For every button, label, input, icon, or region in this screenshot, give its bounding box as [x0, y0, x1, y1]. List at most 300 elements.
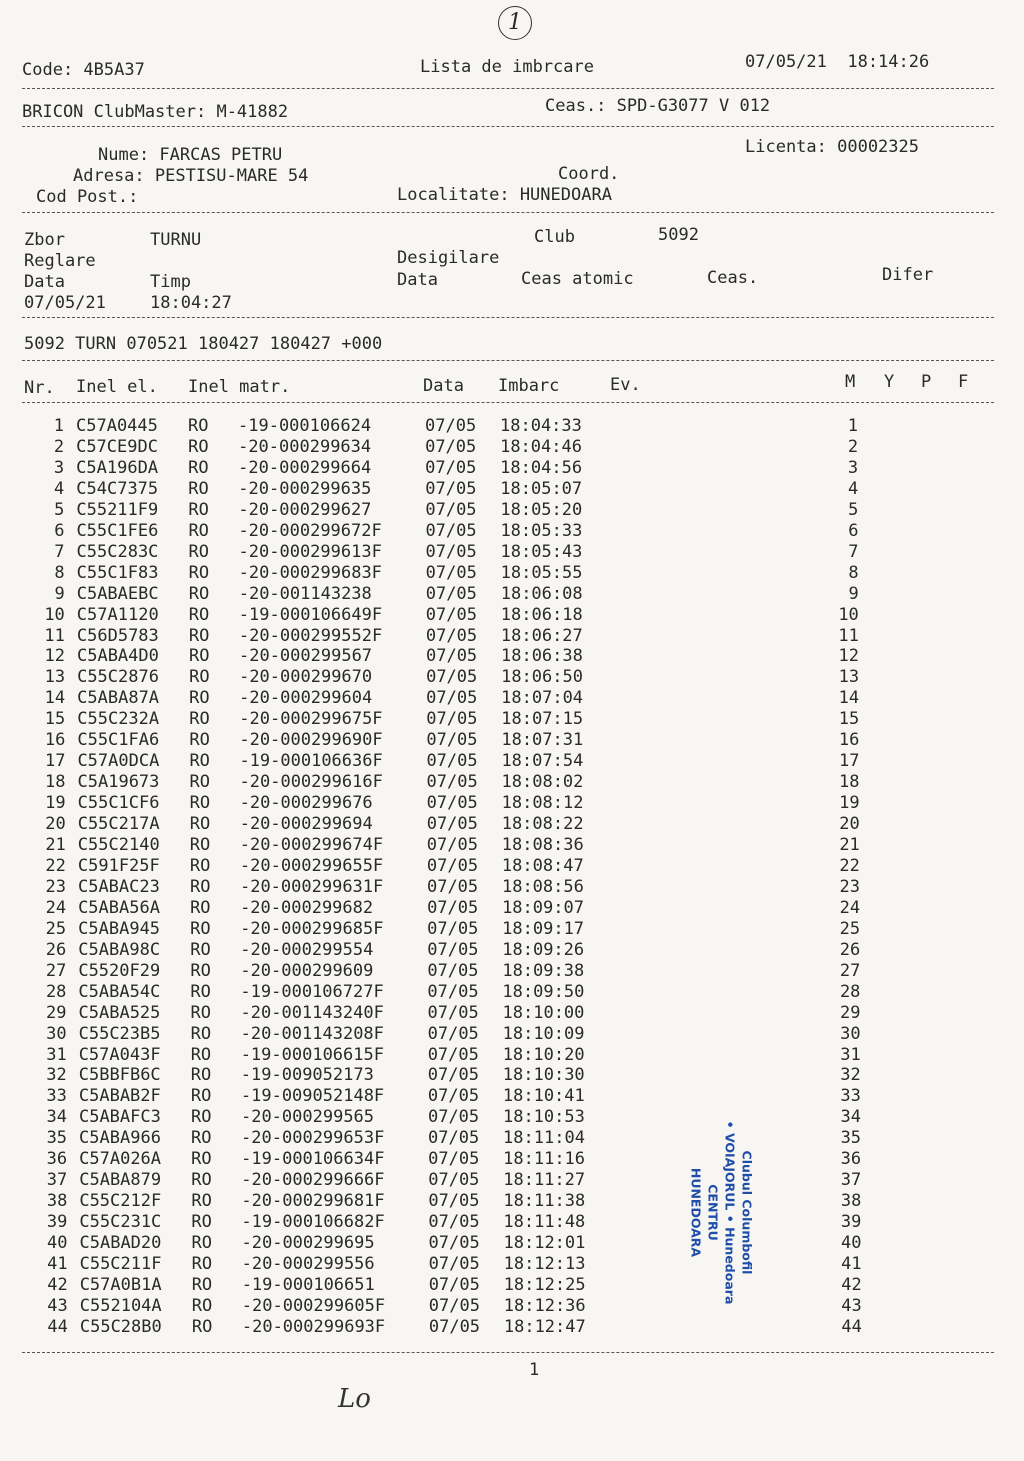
table-row — [0, 772, 1024, 793]
table-row — [0, 793, 1024, 814]
table-row — [0, 479, 1024, 500]
table-row — [0, 877, 1024, 898]
basketing-date: 07/05 — [426, 876, 479, 897]
basketing-date: 07/05 — [425, 478, 477, 499]
country-code: RO — [191, 1316, 213, 1337]
basketing-time: 18:05:33 — [500, 520, 583, 541]
ring-number: -20-000299675F — [239, 709, 383, 730]
electronic-ring: C57A0B1A — [79, 1274, 162, 1295]
electronic-ring: C591F25F — [77, 855, 160, 876]
row-number: 15 — [44, 709, 66, 730]
country-code: RO — [190, 981, 211, 1002]
basketing-date: 07/05 — [428, 1274, 480, 1295]
country-code: RO — [191, 1149, 212, 1170]
table-row — [0, 730, 1024, 751]
country-code: RO — [190, 1107, 212, 1128]
table-row — [0, 961, 1024, 982]
electronic-ring: C57A026A — [79, 1149, 162, 1170]
row-m-position: 30 — [840, 1023, 861, 1044]
electronic-ring: C57A0445 — [76, 416, 158, 436]
basketing-date: 07/05 — [425, 625, 478, 646]
table-row — [0, 835, 1024, 856]
electronic-ring: C55C232A — [77, 709, 160, 730]
country-code: RO — [188, 583, 210, 604]
row-number: 14 — [44, 688, 66, 709]
ring-number: -20-000299674F — [239, 835, 384, 855]
electronic-ring: C56D5783 — [76, 625, 159, 646]
handwritten-signature: Lo — [338, 1384, 371, 1414]
electronic-ring: C55C2876 — [77, 667, 159, 688]
row-m-position: 38 — [840, 1191, 862, 1212]
basketing-date: 07/05 — [428, 1128, 480, 1149]
date-label: Data — [24, 272, 65, 292]
column-inel-matr: Inel matr. — [188, 377, 291, 397]
row-m-position: 41 — [841, 1254, 862, 1274]
basketing-date: 07/05 — [428, 1316, 481, 1337]
ring-number: -20-000299666F — [241, 1170, 385, 1191]
electronic-ring: C55C211F — [79, 1254, 162, 1274]
basketing-time: 18:06:38 — [500, 646, 583, 667]
ring-number: -20-000299604 — [239, 688, 373, 709]
row-number: 22 — [45, 855, 66, 876]
basketing-date: 07/05 — [425, 416, 477, 436]
country-code: RO — [191, 1128, 212, 1149]
flight-label: Zbor — [24, 230, 65, 250]
basketing-date: 07/05 — [428, 1212, 480, 1233]
row-m-position: 42 — [841, 1274, 862, 1295]
basketing-time: 18:11:38 — [503, 1191, 586, 1212]
table-row — [0, 688, 1024, 709]
electronic-ring: C57CE9DC — [76, 436, 158, 457]
row-m-position: 43 — [841, 1295, 862, 1316]
basketing-time: 18:09:17 — [502, 918, 585, 939]
ring-number: -20-000299685F — [240, 918, 384, 939]
country-code: RO — [188, 499, 209, 520]
row-m-position: 33 — [840, 1086, 861, 1107]
ring-number: -20-000299693F — [241, 1316, 386, 1337]
row-m-position: 6 — [848, 520, 859, 541]
table-row — [0, 898, 1024, 919]
table-row — [0, 605, 1024, 626]
time-label: Timp — [150, 272, 191, 292]
electronic-ring: C5BBFB6C — [78, 1065, 161, 1086]
separator — [22, 212, 994, 213]
row-m-position: 12 — [838, 646, 859, 667]
ring-number: -19-000106651 — [241, 1274, 375, 1295]
table-row — [0, 458, 1024, 479]
ring-number: -20-000299676 — [239, 793, 373, 814]
row-m-position: 27 — [839, 960, 861, 981]
basketing-date: 07/05 — [427, 1107, 480, 1128]
country-code: RO — [188, 478, 209, 499]
row-m-position: 37 — [840, 1170, 862, 1191]
row-number: 43 — [47, 1295, 68, 1316]
row-number: 10 — [44, 604, 65, 625]
table-row — [0, 856, 1024, 877]
row-number: 23 — [45, 876, 66, 897]
basketing-time: 18:04:56 — [500, 457, 583, 478]
table-row — [0, 1086, 1024, 1107]
row-number: 35 — [46, 1128, 68, 1149]
table-row — [0, 584, 1024, 605]
row-m-position: 23 — [839, 876, 860, 897]
table-row — [0, 626, 1024, 647]
ring-number: -20-000299634 — [238, 436, 372, 457]
electronic-ring: C55C1CF6 — [77, 793, 160, 814]
row-m-position: 8 — [848, 562, 859, 583]
ring-number: -20-000299694 — [239, 814, 373, 835]
ring-number: -20-000299635 — [238, 478, 372, 499]
ring-number: -19-009052173 — [240, 1065, 374, 1086]
basketing-date: 07/05 — [427, 897, 479, 918]
ring-number: -20-000299556 — [241, 1254, 375, 1274]
document-title: Lista de imbrcare — [420, 57, 594, 77]
basketing-date: 07/05 — [427, 1086, 480, 1107]
basketing-date: 07/05 — [428, 1149, 480, 1170]
table-row — [0, 500, 1024, 521]
row-number: 29 — [46, 1002, 67, 1023]
handwritten-page-mark-text: 1 — [508, 10, 522, 35]
basketing-date: 07/05 — [425, 541, 477, 562]
country-code: RO — [188, 562, 210, 583]
basketing-time: 18:11:04 — [503, 1128, 585, 1149]
electronic-ring: C55C231C — [79, 1212, 162, 1233]
basketing-date: 07/05 — [425, 604, 477, 625]
electronic-ring: C55C28B0 — [79, 1316, 162, 1337]
ring-number: -20-000299605F — [241, 1295, 386, 1316]
row-m-position: 21 — [839, 835, 860, 855]
row-number: 9 — [54, 583, 65, 604]
ring-number: -20-000299552F — [238, 625, 383, 646]
ring-number: -20-000299631F — [239, 876, 384, 897]
basketing-time: 18:09:50 — [502, 981, 585, 1002]
basketing-time: 18:04:46 — [500, 436, 582, 457]
country-code: RO — [190, 918, 211, 939]
row-m-position: 10 — [838, 604, 859, 625]
row-number: 4 — [54, 478, 65, 499]
basketing-time: 18:10:09 — [502, 1023, 585, 1044]
print-datetime: 07/05/21 18:14:26 — [745, 52, 930, 72]
country-code: RO — [188, 457, 209, 478]
row-m-position: 2 — [847, 436, 859, 457]
basketing-date: 07/05 — [428, 1295, 480, 1316]
basketing-date: 07/05 — [425, 499, 477, 520]
row-m-position: 40 — [841, 1233, 862, 1254]
table-row — [0, 814, 1024, 835]
basketing-date: 07/05 — [428, 1191, 480, 1212]
row-m-position: 16 — [838, 730, 860, 751]
ring-number: -20-000299616F — [239, 772, 383, 793]
basketing-date: 07/05 — [426, 855, 479, 876]
country-code: RO — [191, 1274, 213, 1295]
table-row — [0, 437, 1024, 458]
basketing-time: 18:08:36 — [501, 835, 584, 855]
electronic-ring: C5ABA54C — [78, 981, 161, 1002]
row-m-position: 32 — [840, 1065, 861, 1086]
column-f: F — [958, 372, 969, 392]
row-number: 27 — [45, 960, 67, 981]
basketing-time: 18:07:54 — [501, 751, 584, 772]
basketing-time: 18:05:07 — [500, 478, 583, 499]
ring-number: -20-001143240F — [240, 1002, 384, 1023]
row-number: 44 — [47, 1316, 68, 1337]
column-imbarc: Imbarc — [498, 376, 560, 396]
country-code: RO — [188, 625, 210, 646]
row-m-position: 25 — [839, 918, 861, 939]
table-row — [0, 1233, 1024, 1254]
table-row — [0, 1149, 1024, 1170]
basketing-time: 18:12:01 — [503, 1233, 586, 1254]
row-number: 11 — [44, 625, 65, 646]
ring-number: -19-000106615F — [240, 1044, 384, 1065]
country-code: RO — [191, 1233, 212, 1254]
row-number: 3 — [53, 457, 65, 478]
row-number: 16 — [44, 730, 66, 751]
basketing-date: 07/05 — [428, 1170, 480, 1191]
electronic-ring: C55C2140 — [77, 835, 160, 855]
basketing-time: 18:08:02 — [501, 772, 584, 793]
basketing-date: 07/05 — [426, 667, 478, 688]
row-number: 42 — [47, 1274, 68, 1295]
country-code: RO — [190, 1086, 212, 1107]
country-code: RO — [189, 814, 211, 835]
row-m-position: 26 — [839, 939, 861, 960]
basketing-time: 18:09:38 — [502, 960, 585, 981]
basketing-date: 07/05 — [425, 562, 477, 583]
row-number: 13 — [44, 667, 66, 688]
country-code: RO — [191, 1191, 212, 1212]
basketing-time: 18:10:30 — [502, 1065, 585, 1086]
row-m-position: 35 — [840, 1128, 862, 1149]
electronic-ring: C55211F9 — [76, 499, 159, 520]
electronic-ring: C5A196DA — [76, 457, 159, 478]
separator — [22, 1352, 994, 1353]
country-code: RO — [188, 646, 210, 667]
electronic-ring: C54C7375 — [76, 478, 159, 499]
row-m-position: 34 — [840, 1107, 861, 1128]
ring-number: -19-000106649F — [238, 604, 383, 625]
row-number: 37 — [46, 1170, 68, 1191]
basketing-time: 18:08:47 — [501, 855, 584, 876]
table-row — [0, 1191, 1024, 1212]
electronic-ring: C55C217A — [77, 814, 160, 835]
electronic-ring: C5ABAEBC — [76, 583, 159, 604]
row-number: 25 — [45, 918, 67, 939]
separator — [22, 88, 994, 89]
row-number: 38 — [46, 1191, 68, 1212]
table-row — [0, 1296, 1024, 1317]
flight-summary: 5092 TURN 070521 180427 180427 +000 — [24, 334, 383, 354]
row-m-position: 11 — [838, 625, 859, 646]
country-code: RO — [188, 520, 209, 541]
row-m-position: 19 — [839, 793, 860, 814]
electronic-ring: C5ABA56A — [78, 897, 160, 918]
ring-number: -20-000299567 — [238, 646, 373, 667]
table-row — [0, 667, 1024, 688]
electronic-ring: C55C212F — [79, 1191, 162, 1212]
ring-number: -20-000299627 — [238, 499, 372, 520]
row-m-position: 4 — [848, 478, 859, 499]
electronic-ring: C5520F29 — [78, 960, 161, 981]
row-m-position: 24 — [839, 897, 861, 918]
row-number: 40 — [47, 1233, 68, 1254]
page-number: 1 — [529, 1360, 540, 1380]
basketing-date: 07/05 — [427, 918, 479, 939]
row-number: 39 — [46, 1212, 68, 1233]
electronic-ring: C55C23B5 — [78, 1023, 161, 1044]
basketing-time: 18:10:41 — [502, 1086, 585, 1107]
ring-number: -19-000106624 — [238, 416, 372, 436]
electronic-ring: C57A0DCA — [77, 751, 160, 772]
basketing-date: 07/05 — [428, 1233, 480, 1254]
basketing-time: 18:11:16 — [503, 1149, 586, 1170]
ring-number: -20-000299609 — [240, 960, 374, 981]
ring-number: -20-000299613F — [238, 541, 382, 562]
row-number: 30 — [46, 1023, 67, 1044]
ring-number: -19-000106727F — [240, 981, 384, 1002]
table-row — [0, 709, 1024, 730]
basketing-time: 18:08:22 — [501, 814, 584, 835]
column-data: Data — [423, 376, 464, 396]
row-m-position: 22 — [839, 855, 860, 876]
setting-label: Reglare — [24, 251, 96, 271]
country-code: RO — [190, 1044, 212, 1065]
basketing-time: 18:12:25 — [503, 1274, 586, 1295]
flight-name: TURNU — [150, 230, 202, 250]
electronic-ring: C5A19673 — [77, 772, 160, 793]
ring-number: -20-000299681F — [241, 1191, 385, 1212]
postal-code-label: Cod Post.: — [36, 187, 139, 207]
handwritten-page-mark — [498, 6, 532, 40]
row-number: 19 — [45, 793, 66, 814]
basketing-time: 18:07:15 — [501, 709, 584, 730]
electronic-ring: C5ABA4D0 — [76, 646, 159, 667]
basketing-time: 18:06:18 — [500, 604, 583, 625]
basketing-date: 07/05 — [427, 939, 479, 960]
separator — [22, 317, 994, 318]
table-row — [0, 1128, 1024, 1149]
basketing-date: 07/05 — [425, 436, 477, 457]
row-number: 21 — [45, 835, 66, 855]
basketing-date: 07/05 — [427, 981, 479, 1002]
club-stamp — [606, 1120, 791, 1305]
country-code: RO — [189, 772, 210, 793]
basketing-time: 18:07:31 — [501, 730, 584, 751]
country-code: RO — [188, 541, 210, 562]
electronic-ring: C5ABA966 — [79, 1128, 161, 1149]
ring-number: -19-000106682F — [241, 1212, 385, 1233]
row-m-position: 31 — [840, 1044, 861, 1065]
basketing-date: 07/05 — [426, 688, 478, 709]
column-ev: Ev. — [610, 375, 641, 395]
country-code: RO — [189, 876, 211, 897]
ring-number: -20-000299695 — [241, 1233, 375, 1254]
ring-number: -20-000299664 — [238, 457, 372, 478]
electronic-ring: C5ABA879 — [79, 1170, 162, 1191]
electronic-ring: C55C1FA6 — [77, 730, 160, 751]
country-code: RO — [190, 1002, 211, 1023]
basketing-time: 18:07:04 — [501, 688, 584, 709]
atomic-clock-label: Ceas atomic — [521, 269, 634, 289]
column-nr: Nr. — [24, 378, 55, 398]
row-m-position: 36 — [840, 1149, 862, 1170]
locality-label: Localitate: HUNEDOARA — [397, 185, 612, 205]
row-m-position: 39 — [840, 1212, 862, 1233]
row-m-position: 18 — [839, 772, 860, 793]
separator — [22, 126, 994, 127]
basketing-date: 07/05 — [427, 1065, 479, 1086]
electronic-ring: C5ABA87A — [77, 688, 160, 709]
row-number: 36 — [46, 1149, 68, 1170]
basketing-date: 07/05 — [426, 751, 478, 772]
table-row — [0, 1254, 1024, 1275]
table-row — [0, 1170, 1024, 1191]
basketing-time: 18:05:55 — [500, 562, 583, 583]
electronic-ring: C57A1120 — [76, 604, 159, 625]
basketing-time: 18:12:47 — [503, 1316, 586, 1337]
owner-name: Nume: FARCAS PETRU — [98, 145, 283, 165]
row-number: 6 — [54, 520, 65, 541]
row-number: 33 — [46, 1086, 67, 1107]
row-m-position: 29 — [840, 1002, 861, 1023]
country-code: RO — [191, 1212, 212, 1233]
code-label: Code: 4B5A37 — [22, 60, 145, 80]
table-row — [0, 1317, 1024, 1338]
electronic-ring: C55C1FE6 — [76, 520, 159, 541]
basketing-time: 18:05:43 — [500, 541, 583, 562]
separator — [22, 360, 994, 361]
ring-number: -20-000299690F — [239, 730, 383, 751]
table-row — [0, 1045, 1024, 1066]
basketing-date: 07/05 — [427, 1002, 479, 1023]
clock-label: Ceas.: SPD-G3077 V 012 — [545, 96, 771, 116]
electronic-ring: C5ABAD20 — [79, 1233, 162, 1254]
basketing-time: 18:06:08 — [500, 583, 583, 604]
basketing-date: 07/05 — [427, 1044, 479, 1065]
unsealing-date-label: Data — [397, 270, 438, 290]
club-number: 5092 — [658, 225, 699, 245]
coord-label: Coord. — [558, 164, 620, 184]
country-code: RO — [191, 1295, 213, 1316]
basketing-time: 18:11:27 — [503, 1170, 586, 1191]
country-code: RO — [189, 793, 211, 814]
country-code: RO — [188, 416, 209, 436]
row-m-position: 5 — [848, 499, 859, 520]
ring-number: -20-000299565 — [240, 1107, 375, 1128]
row-m-position: 3 — [847, 457, 859, 478]
clubmaster-label: BRICON ClubMaster: M-41882 — [22, 102, 289, 122]
ring-number: -19-000106636F — [239, 751, 383, 772]
row-number: 1 — [53, 416, 64, 436]
table-row — [0, 1212, 1024, 1233]
basketing-date: 07/05 — [426, 835, 478, 855]
country-code: RO — [189, 688, 210, 709]
row-m-position: 17 — [838, 751, 860, 772]
country-code: RO — [190, 897, 211, 918]
row-number: 2 — [53, 436, 65, 457]
basketing-time: 18:10:53 — [502, 1107, 585, 1128]
country-code: RO — [189, 730, 210, 751]
country-code: RO — [191, 1170, 212, 1191]
table-row — [0, 542, 1024, 563]
stamp-line: Clubul Columbofil — [739, 1150, 755, 1275]
flight-time: 18:04:27 — [150, 293, 232, 313]
basketing-date: 07/05 — [426, 709, 478, 730]
electronic-ring: C55C1F83 — [76, 562, 159, 583]
electronic-ring: C57A043F — [78, 1044, 161, 1065]
country-code: RO — [190, 1023, 212, 1044]
flight-date: 07/05/21 — [24, 293, 106, 313]
